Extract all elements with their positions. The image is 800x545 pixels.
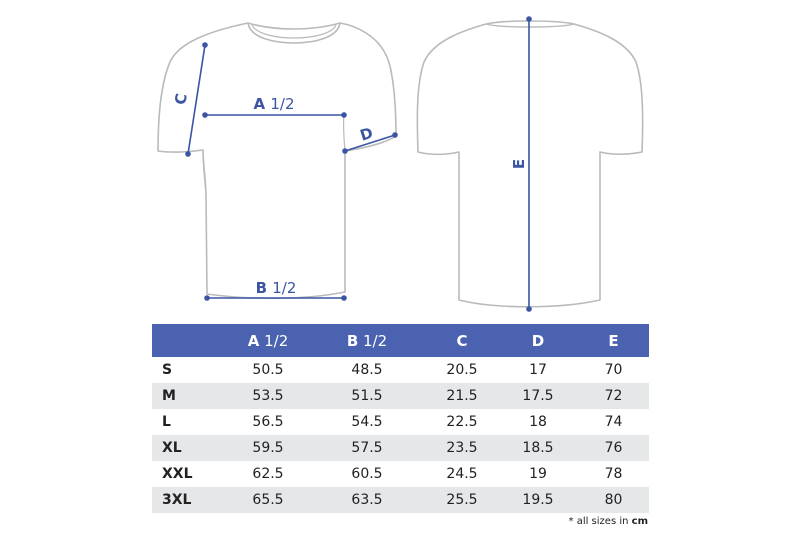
size-table — [152, 324, 649, 513]
units-note-unit: cm — [631, 516, 648, 527]
measurement-cell: 51.5 — [351, 388, 383, 404]
table-row — [152, 383, 649, 409]
measurement-cell: 18.5 — [522, 440, 554, 456]
front-right-sleeve-seam — [344, 112, 345, 151]
measurement-cell: 23.5 — [446, 440, 478, 456]
c-label: C — [171, 92, 191, 107]
header-cell-a: A 1/2 — [247, 331, 289, 350]
measurement-cell: 65.5 — [252, 492, 284, 508]
measurement-cell: 56.5 — [252, 414, 284, 430]
e-label: E — [510, 158, 528, 170]
size-label-cell: S — [162, 362, 173, 378]
measurement-cell: 72 — [604, 388, 623, 404]
front-left-sleeve-seam — [203, 150, 206, 193]
svg-text:A 1/2 — [254, 95, 295, 113]
c-measure-dot-bottom — [185, 151, 191, 157]
b-measure-dot-left — [204, 295, 210, 301]
size-table-header — [152, 324, 649, 357]
size-table-body — [152, 357, 649, 513]
c-measure-dot-top — [202, 42, 208, 48]
measurement-cell: 21.5 — [446, 388, 478, 404]
svg-text:D — [358, 124, 375, 145]
b-measure-dot-right — [341, 295, 347, 301]
measurement-cell: 62.5 — [252, 466, 284, 482]
d-measure-dot-left — [342, 148, 348, 154]
measurement-cell: 17 — [529, 362, 547, 378]
table-row — [152, 461, 649, 487]
b-label-letter: B — [255, 279, 268, 297]
measurement-cell: 25.5 — [446, 492, 478, 508]
front-shirt-outline — [158, 23, 396, 298]
svg-text:E — [510, 159, 528, 169]
table-row — [152, 487, 649, 513]
measurement-cell: 60.5 — [351, 466, 383, 482]
size-label-cell: XXL — [162, 466, 193, 482]
header-cell-b: B 1/2 — [346, 331, 388, 350]
size-label-cell: XL — [162, 440, 182, 456]
table-row — [152, 409, 649, 435]
svg-text:C — [171, 92, 191, 106]
measurement-cell: 54.5 — [351, 414, 383, 430]
c-measure-line — [188, 45, 205, 154]
measurement-cell: 70 — [604, 362, 623, 378]
header-cell-e: E — [608, 331, 619, 350]
measurement-cell: 59.5 — [252, 440, 284, 456]
measurement-cell: 24.5 — [446, 466, 478, 482]
a-measure-dot-right — [341, 112, 347, 118]
b-label-fraction: 1/2 — [272, 279, 297, 297]
d-label: D — [357, 123, 376, 145]
e-measure-dot-top — [526, 16, 532, 22]
header-cell-d: D — [531, 331, 545, 350]
measurement-cell: 50.5 — [252, 362, 284, 378]
a-label-letter: A — [253, 95, 266, 113]
measurement-cell: 48.5 — [351, 362, 383, 378]
svg-text:B 1/2 — [256, 279, 297, 297]
header-cell-c: C — [456, 331, 468, 350]
measurement-cell: 22.5 — [446, 414, 478, 430]
d-measure-dot-right — [392, 132, 398, 138]
size-label-cell: M — [162, 388, 176, 404]
units-note — [569, 516, 648, 527]
measurement-cell: 53.5 — [252, 388, 284, 404]
e-measure-dot-bottom — [526, 306, 532, 312]
measurement-cell: 63.5 — [351, 492, 383, 508]
measurement-cell: 17.5 — [522, 388, 554, 404]
a-measure-dot-left — [202, 112, 208, 118]
measurement-cell: 20.5 — [446, 362, 478, 378]
measurement-cell: 78 — [604, 466, 623, 482]
back-shirt-outline — [417, 21, 642, 307]
a-label-fraction: 1/2 — [270, 95, 295, 113]
units-note-text: * all sizes in — [568, 516, 632, 527]
size-label-cell: 3XL — [162, 492, 192, 508]
measurement-cell: 19 — [529, 466, 547, 482]
table-row — [152, 357, 649, 383]
measurement-cell: 57.5 — [351, 440, 383, 456]
measurement-cell: 74 — [604, 414, 623, 430]
measurement-cell: 80 — [604, 492, 623, 508]
size-label-cell: L — [162, 414, 171, 430]
measurement-cell: 76 — [604, 440, 623, 456]
table-row — [152, 435, 649, 461]
measurement-cell: 18 — [529, 414, 547, 430]
measurement-cell: 19.5 — [522, 492, 554, 508]
back-collar — [486, 24, 574, 27]
